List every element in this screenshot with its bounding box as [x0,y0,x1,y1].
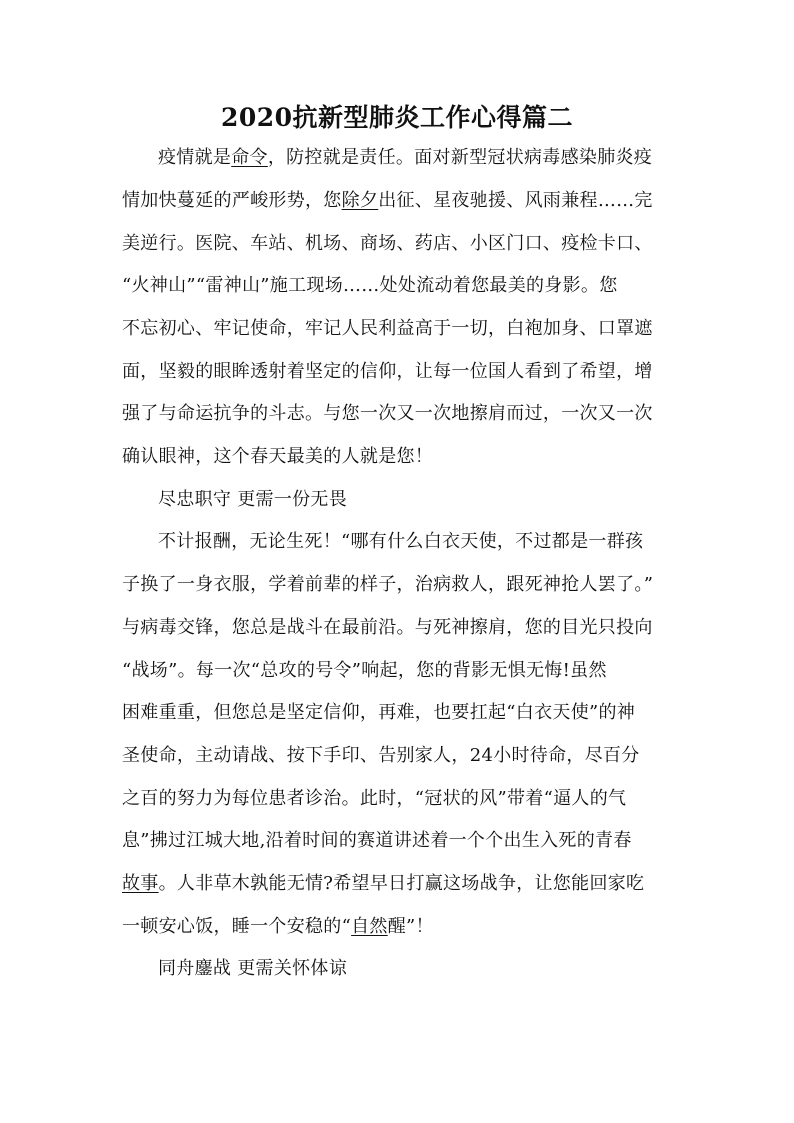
text-segment: 面，坚毅的眼眸透射着坚定的信仰，让每一位国人看到了希望，增 [122,361,653,382]
underlined-word: 除夕 [341,190,379,211]
text-segment: ，防控就是责任。面对新型冠状病毒感染肺炎疫 [267,147,653,168]
text-segment: “战场”。每一次“总攻的号令”响起，您的背影无惧无悔!虽然 [122,660,607,681]
text-segment: 美逆行。医院、车站、机场、商场、药店、小区门口、疫检卡口、 [122,233,653,254]
text-line [122,445,433,469]
text-line [122,360,653,384]
underlined-word: 自然 [351,916,388,937]
section-heading [158,488,347,512]
text-line [122,872,644,896]
text-segment: 强了与命运抗争的斗志。与您一次又一次地擦肩而过，一次又一次 [122,403,653,424]
text-line [122,402,653,426]
text-line [122,616,653,640]
section-heading [158,957,347,981]
text-line [122,701,635,725]
text-segment: 息”拂过江城大地,沿着时间的赛道讲述着一个个出生入死的青春 [122,830,632,851]
text-segment: 醒”！ [387,916,434,937]
text-segment: “火神山”“雷神山”施工现场……处处流动着您最美的身影。您 [122,275,618,296]
underlined-word: 命令 [231,147,268,168]
text-line [122,829,632,853]
text-segment: 疫情就是 [158,147,232,168]
text-segment: 同舟鏖战 更需关怀体谅 [158,958,348,979]
text-line [122,659,607,683]
underlined-word: 故事 [122,873,159,894]
document-title: 2020抗新型肺炎工作心得篇二 [220,103,574,132]
text-segment: 情加快蔓延的严峻形势，您 [122,190,342,211]
text-segment: 不计报酬，无论生死！“哪有什么白衣天使，不过都是一群孩 [158,531,644,552]
text-line [122,787,626,811]
text-segment: 。人非草木孰能无情?希望早日打赢这场战争，让您能回家吃 [158,873,645,894]
text-line [158,146,652,170]
text-segment: 之百的努力为每位患者诊治。此时，“冠状的风”带着“逼人的气 [122,788,627,809]
text-line [122,317,653,341]
text-segment: 圣使命，主动请战、按下手印、告别家人，24小时待命，尽百分 [122,745,640,766]
text-segment: 与病毒交锋，您总是战斗在最前沿。与死神擦肩，您的目光只投向 [122,617,653,638]
text-line [122,189,653,213]
text-segment: 尽忠职守 更需一份无畏 [158,489,348,510]
text-line [158,530,643,554]
text-line [122,232,653,256]
text-segment: 子换了一身衣服，学着前辈的样子，治病救人，跟死神抢人罢了。” [122,574,654,595]
text-segment: 一顿安心饭，睡一个安稳的“ [122,916,352,937]
text-line [122,915,434,939]
text-line [122,274,618,298]
text-line [122,573,653,597]
text-segment: 不忘初心、牢记使命，牢记人民利益高于一切，白袍加身、口罩遮 [122,318,653,339]
text-line [122,744,640,768]
text-segment: 确认眼神，这个春天最美的人就是您！ [122,446,434,467]
text-segment: 困难重重，但您总是坚定信仰，再难，也要扛起“白衣天使”的神 [122,702,636,723]
text-segment: 出征、星夜驰援、风雨兼程……完 [378,190,653,211]
